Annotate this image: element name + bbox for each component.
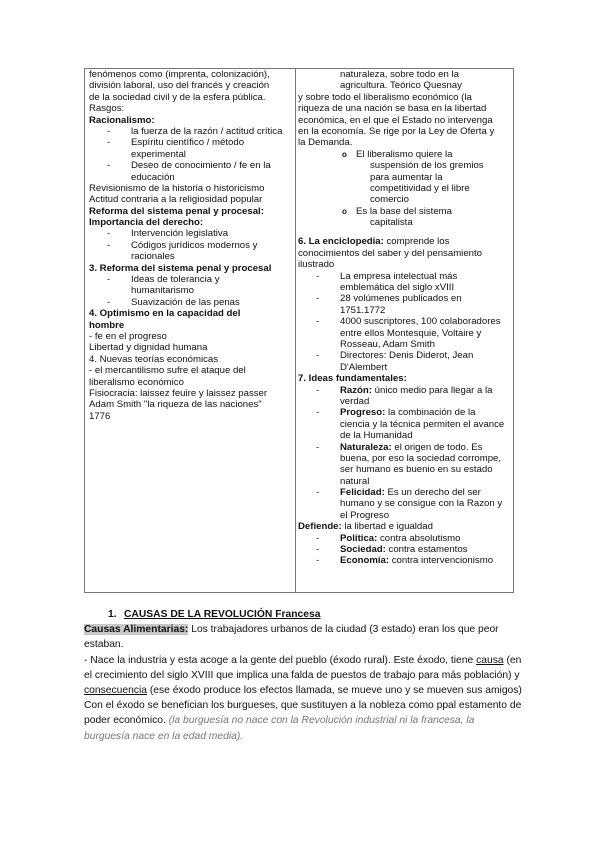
dash-bullet-item xyxy=(89,297,294,308)
text-segment: (en xyxy=(503,654,522,666)
bullet-label: Progreso: xyxy=(340,407,386,419)
dash-bullet-item xyxy=(298,271,512,282)
bullet-text: contra absolutismo xyxy=(377,532,461,544)
section-heading xyxy=(84,607,524,622)
bullet-text: Suavización de las penas xyxy=(131,296,240,308)
bullet-continuation: D'Alembert xyxy=(340,361,388,373)
bullet-text: Espíritu científico / método xyxy=(131,137,245,149)
circle-bullet-item xyxy=(298,206,512,217)
dash-marker: - xyxy=(316,544,320,556)
dash-bullet-item xyxy=(89,160,294,171)
bullet-continuation: natural xyxy=(340,475,370,487)
dash-bullet-item xyxy=(298,385,512,396)
text-line: de la sociedad civil y de la esfera pública. xyxy=(89,91,266,103)
text-line: riqueza de una nación se basa en la libertad xyxy=(298,103,487,115)
bullet-text: Deseo de conocimiento / fe en la xyxy=(131,160,271,172)
bullet-text: único medio para llegar a la xyxy=(371,384,493,396)
bullet-continuation: experimental xyxy=(131,148,186,160)
line-text: comprende los xyxy=(383,236,450,248)
line-text: la libertad e igualdad xyxy=(341,521,433,533)
bullet-continuation: agricultura. Teórico Quesnay xyxy=(340,80,462,92)
dash-marker: - xyxy=(316,293,320,305)
text-line: 4. Nuevas teorías económicas xyxy=(89,353,219,365)
dash-bullet-item xyxy=(298,316,512,327)
bullet-text: La empresa intelectual más xyxy=(340,270,458,282)
bullet-continuation: racionales xyxy=(131,251,175,263)
bullet-text: el origen de todo. Es xyxy=(391,441,483,453)
dash-marker: - xyxy=(316,487,320,499)
sub-bullet-continuation: comercio xyxy=(370,194,409,206)
bullet-text: Es la base del sistema xyxy=(356,205,452,217)
text-line: Fisiocracia: laissez feuire y laissez passer xyxy=(89,387,268,399)
text-segment: estaban. xyxy=(84,639,124,651)
bullet-continuation: ser humano es buenio en su estado xyxy=(340,464,493,476)
bold-line: hombre xyxy=(89,319,125,331)
sub-bullet-continuation: capitalista xyxy=(370,217,413,229)
labeled-line xyxy=(298,521,512,532)
bullet-text: la fuerza de la razón / actitud crítica xyxy=(131,125,283,137)
bullet-continuation: humanitarismo xyxy=(131,285,194,297)
dash-marker: - xyxy=(107,137,111,149)
section-body xyxy=(84,622,524,744)
bullet-text: contra estamentos xyxy=(385,544,468,556)
text-line: división laboral, uso del francés y creación xyxy=(89,80,270,92)
text-line: - fe en el progreso xyxy=(89,330,167,342)
bold-line: Importancia del derecho: xyxy=(89,217,204,229)
dash-bullet-item xyxy=(298,533,512,544)
bullet-label: Felicidad: xyxy=(340,487,385,499)
bullet-text: 4000 suscriptores, 100 colaboradores xyxy=(340,316,501,328)
paragraph-line xyxy=(84,668,524,683)
dash-bullet-item xyxy=(298,442,512,453)
bullet-text: contra intervencionismo xyxy=(389,555,494,567)
sub-bullet-continuation: suspensión de los gremios xyxy=(370,160,484,172)
bullet-label: Economía: xyxy=(340,555,390,567)
bullet-text: Ideas de tolerancia y xyxy=(131,274,220,286)
bullet-continuation: buena, por eso la sociedad corrompe, xyxy=(340,452,502,464)
dash-bullet-item xyxy=(298,487,512,498)
bullet-text: 28 volúmenes publicados en xyxy=(340,293,462,305)
text-line: - el mercantilismo sufre el ataque del xyxy=(89,365,246,377)
labeled-line xyxy=(298,236,512,247)
dash-bullet-item xyxy=(89,274,294,285)
text-line: económica, en el que el Estado no intervenga xyxy=(298,114,493,126)
bullet-text: Directores: Denis Diderot, Jean xyxy=(340,350,474,362)
bullet-label: Sociedad: xyxy=(340,544,386,556)
text-line: Rasgos: xyxy=(89,103,125,115)
bold-line: Reforma del sistema penal y procesal: xyxy=(89,205,264,217)
text-line: Revisionismo de la historia o historicismo xyxy=(89,182,265,194)
text-segment: Causas Alimentarias: xyxy=(84,624,189,636)
bullet-continuation: ciencia y la técnica permiten el avance xyxy=(340,418,505,430)
bold-line: Racionalismo: xyxy=(89,114,155,126)
dash-marker: - xyxy=(316,555,320,567)
bullet-continuation: entre ellos Montesquie, Voltaire y xyxy=(340,327,482,339)
bullet-continuation: Rosseau, Adam Smith xyxy=(340,338,435,350)
dash-marker: - xyxy=(107,160,111,172)
revolution-causes-section xyxy=(84,607,524,744)
text-segment: burguesía nace en la edad media). xyxy=(84,730,244,742)
dash-marker: - xyxy=(107,228,111,240)
text-segment: Los trabajadores urbanos de la ciudad (3 estado) eran los que peor xyxy=(188,624,499,636)
bullet-continuation: verdad xyxy=(340,395,370,407)
circle-bullet-icon: o xyxy=(342,206,347,216)
bullet-text: Códigos jurídicos modernos y xyxy=(131,239,258,251)
section-number: 1. xyxy=(108,609,117,620)
text-line: liberalismo económico xyxy=(89,376,184,388)
bullet-continuation: humano y se consigue con la Razon y xyxy=(340,498,503,510)
dash-marker: - xyxy=(107,274,111,286)
text-line: la Demanda. xyxy=(298,137,353,149)
dash-bullet-item xyxy=(89,137,294,148)
bullet-text: Intervención legislativa xyxy=(131,228,229,240)
text-segment: el crecimiento del siglo XVIII que implica una falda de puestos de trabajo para más población) y xyxy=(84,669,520,681)
paragraph-line xyxy=(84,622,524,637)
left-column xyxy=(89,69,294,592)
paragraph-line xyxy=(84,713,524,728)
dash-marker: - xyxy=(107,125,111,137)
sub-bullet-continuation: competitividad y el libre xyxy=(370,182,470,194)
circle-bullet-icon: o xyxy=(342,149,347,159)
dash-marker: - xyxy=(316,407,320,419)
paragraph-line xyxy=(84,683,524,698)
text-line: ilustrado xyxy=(298,259,335,271)
dash-bullet-item xyxy=(89,240,294,251)
dash-marker: - xyxy=(107,296,111,308)
text-line: en la economía. Se rige por la Ley de Oferta y xyxy=(298,125,495,137)
circle-bullet-item xyxy=(298,149,512,160)
column-divider xyxy=(295,69,296,592)
dash-marker: - xyxy=(316,532,320,544)
dash-bullet-item xyxy=(298,293,512,304)
dash-marker: - xyxy=(316,350,320,362)
paragraph-line xyxy=(84,698,524,713)
dash-marker: - xyxy=(107,239,111,251)
bullet-label: Razón: xyxy=(340,384,372,396)
dash-bullet-item xyxy=(298,350,512,361)
text-segment: Con el éxodo se benefician los burgueses, que sustituyen a la nobleza como ppal estamento de xyxy=(84,700,522,712)
bullet-continuation: el Progreso xyxy=(340,509,390,521)
paragraph-line xyxy=(84,653,524,668)
text-line: Actitud contraria a la religiosidad popular xyxy=(89,194,263,206)
bullet-label: Naturaleza: xyxy=(340,441,392,453)
paragraph-line xyxy=(84,637,524,652)
bullet-continuation: de la Humanidad xyxy=(340,430,413,442)
section-title: CAUSAS DE LA REVOLUCIÓN Francesa xyxy=(124,609,321,620)
dash-marker: - xyxy=(316,441,320,453)
text-segment: causa xyxy=(476,654,504,666)
text-segment: (ese éxodo produce los efectos llamada, se mueve uno y se mueven sus amigos) xyxy=(146,684,522,696)
text-line: y sobre todo el liberalismo económico (la xyxy=(298,91,472,103)
text-segment: (la burguesía no nace con la Revolución industrial ni la francesa, la xyxy=(168,715,475,727)
text-line: conocimientos del saber y del pensamiento xyxy=(298,247,482,259)
text-line: Libertad y dignidad humana xyxy=(89,342,208,354)
text-line: fenómenos como (imprenta, colonización), xyxy=(89,69,270,80)
dash-bullet-item xyxy=(298,407,512,418)
text-line: 1776 xyxy=(89,410,111,422)
text-segment: - Nace la industria y esta acoge a la gente del pueblo (éxodo rural). Este éxodo, tiene xyxy=(84,654,477,666)
line-label: Defiende: xyxy=(298,521,342,533)
bullet-label: Política: xyxy=(340,532,378,544)
dash-marker: - xyxy=(316,316,320,328)
text-segment: poder económico. xyxy=(84,715,169,727)
bold-line: 4. Optimismo en la capacidad del xyxy=(89,308,241,320)
bold-line: 7. Ideas fundamentales: xyxy=(298,373,407,385)
bullet-continuation: emblemática del siglo xVIII xyxy=(340,282,455,294)
right-column xyxy=(298,69,512,592)
dash-bullet-item xyxy=(89,126,294,137)
dash-marker: - xyxy=(316,384,320,396)
dash-bullet-item xyxy=(298,555,512,566)
paragraph-line xyxy=(84,729,524,744)
bullet-text: El liberalismo quiere la xyxy=(356,148,453,160)
bullet-text: Es un derecho del ser xyxy=(384,487,481,499)
sub-bullet-continuation: para aumentar la xyxy=(370,171,443,183)
text-line: Adam Smith "la riqueza de las naciones" xyxy=(89,399,262,411)
bullet-continuation: 1751.1772 xyxy=(340,304,386,316)
bullet-text: la combinación de la xyxy=(385,407,476,419)
text-segment: consecuencia xyxy=(84,684,147,696)
dash-marker: - xyxy=(316,270,320,282)
bullet-continuation: educación xyxy=(131,171,175,183)
content-table xyxy=(84,68,514,593)
bullet-continuation: naturaleza, sobre todo en la xyxy=(340,69,459,80)
line-label: 6. La enciclopedia: xyxy=(298,236,384,248)
dash-bullet-item xyxy=(89,228,294,239)
bold-line: 3. Reforma del sistema penal y procesal xyxy=(89,262,272,274)
dash-bullet-item xyxy=(298,544,512,555)
